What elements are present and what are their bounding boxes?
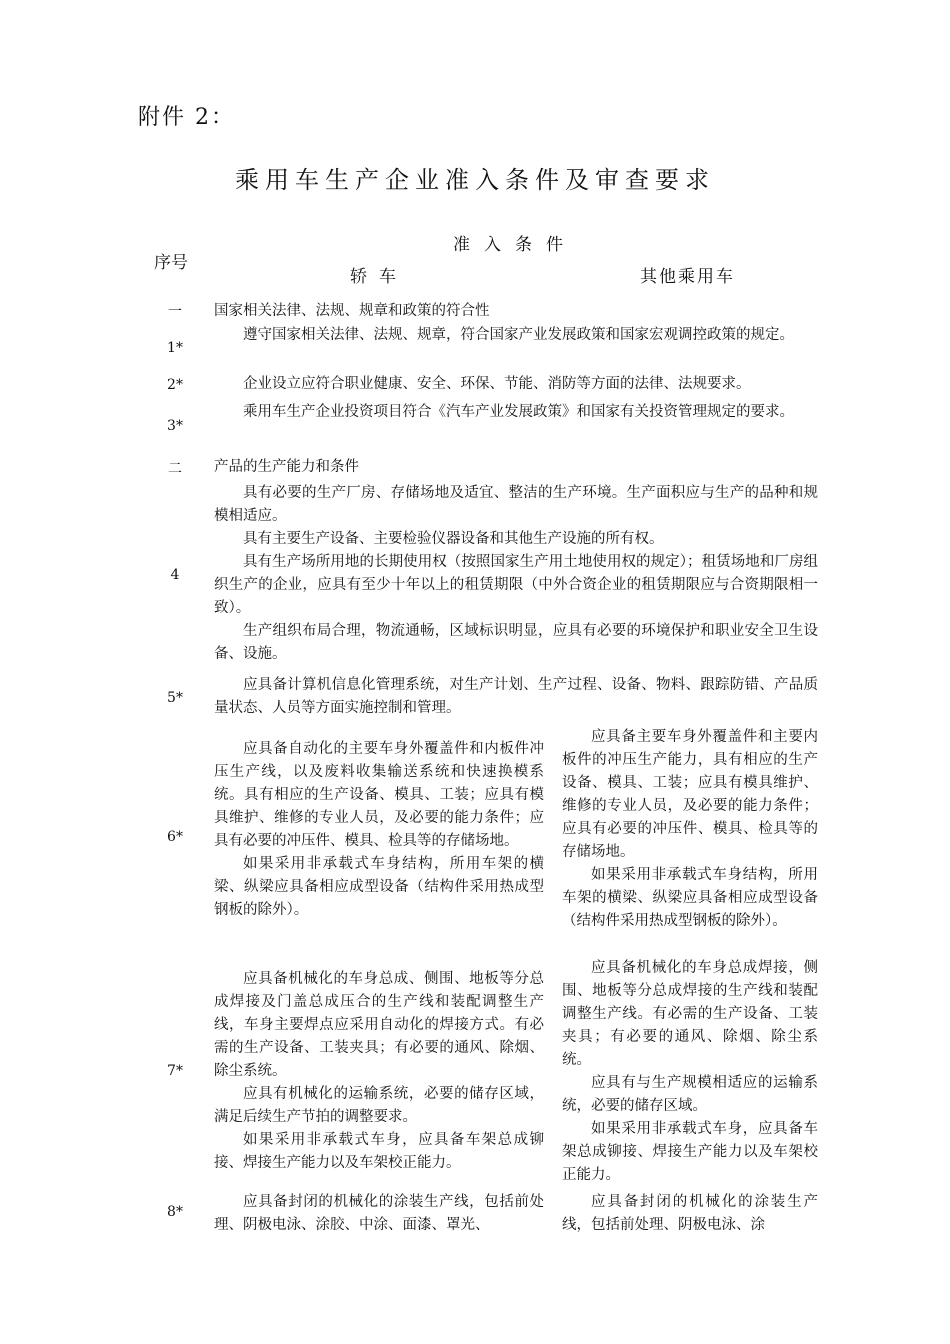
paragraph: 应具备封闭的机械化的涂装生产线，包括前处理、阴极电泳、涂: [562, 1194, 818, 1233]
paragraph: 应具备机械化的车身总成焊接，侧围、地板等分总成焊接的生产线和装配调整生产线。有必需的生产设备、工装夹具；有必要的通风、除烟、除尘系统。: [562, 960, 818, 1068]
item-number: 5*: [167, 690, 183, 706]
item-number: 2*: [167, 377, 183, 393]
paragraph: 生产组织布局合理，物流通畅，区域标识明显，应具有必要的环境保护和职业安全卫生设备、设施。: [214, 623, 818, 662]
paragraph: 应具有机械化的运输系统，必要的储存区域，满足后续生产节拍的调整要求。: [214, 1086, 544, 1125]
paragraph: 如果采用非承载式车身，应具备车架总成铆接、焊接生产能力以及车架校正能力。: [214, 1132, 544, 1171]
item-number: 1*: [167, 340, 183, 356]
other-text: [562, 1191, 818, 1237]
paragraph: 应具备主要车身外覆盖件和主要内板件的冲压生产能力，具有相应的生产设备、模具、工装；应具有模具维护、维修的专业人员，及必要的能力条件；应具有必要的冲压件、模具、检具等的存储场地。: [562, 729, 818, 860]
paragraph: 具有必要的生产厂房、存储场地及适宜、整洁的生产环境。生产面积应与生产的品种和规模相适应。: [214, 485, 818, 524]
header-conditions: 准入条件: [453, 235, 577, 255]
header-other: 其他乘用车: [640, 267, 735, 287]
item-number: 8*: [167, 1204, 183, 1220]
paragraph: 应具备封闭的机械化的涂装生产线，包括前处理、阴极电泳、涂胶、中涂、面漆、罩光、: [214, 1194, 544, 1233]
section-number: 一: [168, 304, 182, 320]
paragraph: 应具备机械化的车身总成、侧围、地板等分总成焊接及门盖总成压合的生产线和装配调整生产线，车身主要焊点应采用自动化的焊接方式。有必需的生产设备、工装夹具；有必要的通风、除烟、除尘系统。: [214, 971, 544, 1079]
paragraph: 应具备自动化的主要车身外覆盖件和内板件冲压生产线，以及废料收集输送系统和快速换模系统。具有相应的生产设备、模具、工装；应具有模具维护、维修的专业人员，及必要的能力条件；应具有必要的冲压件、模具、检具等的存储场地。: [214, 741, 544, 849]
paragraph: 如果采用非承载式车身，应具备车架总成铆接、焊接生产能力以及车架校正能力。: [562, 1121, 818, 1183]
header-sedan: 轿车: [350, 267, 408, 287]
paragraph: 应具有与生产规模相适应的运输系统，必要的储存区域。: [562, 1075, 818, 1114]
paragraph: 遵守国家相关法律、法规、规章，符合国家产业发展政策和国家宏观调控政策的规定。: [243, 327, 794, 343]
item-text: [214, 324, 818, 347]
paragraph: 如果采用非承载式车身结构，所用车架的横梁、纵梁应具备相应成型设备（结构件采用热成型钢板的除外）。: [562, 867, 818, 929]
sedan-text: [214, 968, 544, 1175]
header-seq: 序号: [154, 253, 188, 273]
item-text: [214, 482, 818, 666]
other-text: [562, 957, 818, 1187]
attachment-label: 附件 2：: [138, 105, 235, 130]
paragraph: 乘用车生产企业投资项目符合《汽车产业发展政策》和国家有关投资管理规定的要求。: [243, 404, 794, 420]
section-label: 产品的生产能力和条件: [214, 459, 359, 475]
item-number: 3*: [167, 418, 183, 434]
item-text: [214, 373, 818, 396]
item-number: 6*: [167, 829, 183, 845]
paragraph: 具有主要生产设备、主要检验仪器设备和其他生产设施的所有权。: [243, 531, 664, 547]
other-text: [562, 726, 818, 933]
item-number: 7*: [167, 1063, 183, 1079]
paragraph: 具有生产场所用地的长期使用权（按照国家生产用土地使用权的规定）；租赁场地和厂房组织生产的企业，应具有至少十年以上的租赁期限（中外合资企业的租赁期限应与合资期限相一致）。: [214, 554, 818, 616]
paragraph: 企业设立应符合职业健康、安全、环保、节能、消防等方面的法律、法规要求。: [243, 376, 751, 392]
item-text: [214, 674, 818, 720]
section-number: 二: [168, 461, 182, 477]
item-number: 4: [170, 567, 180, 583]
section-label: 国家相关法律、法规、规章和政策的符合性: [214, 303, 490, 319]
page-title: 乘用车生产企业准入条件及审查要求: [235, 166, 715, 194]
paragraph: 如果采用非承载式车身结构，所用车架的横梁、纵梁应具备相应成型设备（结构件采用热成型钢板的除外）。: [214, 856, 544, 918]
paragraph: 应具备计算机信息化管理系统，对生产计划、生产过程、设备、物料、跟踪防错、产品质量状态、人员等方面实施控制和管理。: [214, 677, 818, 716]
sedan-text: [214, 1191, 544, 1237]
sedan-text: [214, 738, 544, 922]
item-text: [214, 401, 818, 424]
